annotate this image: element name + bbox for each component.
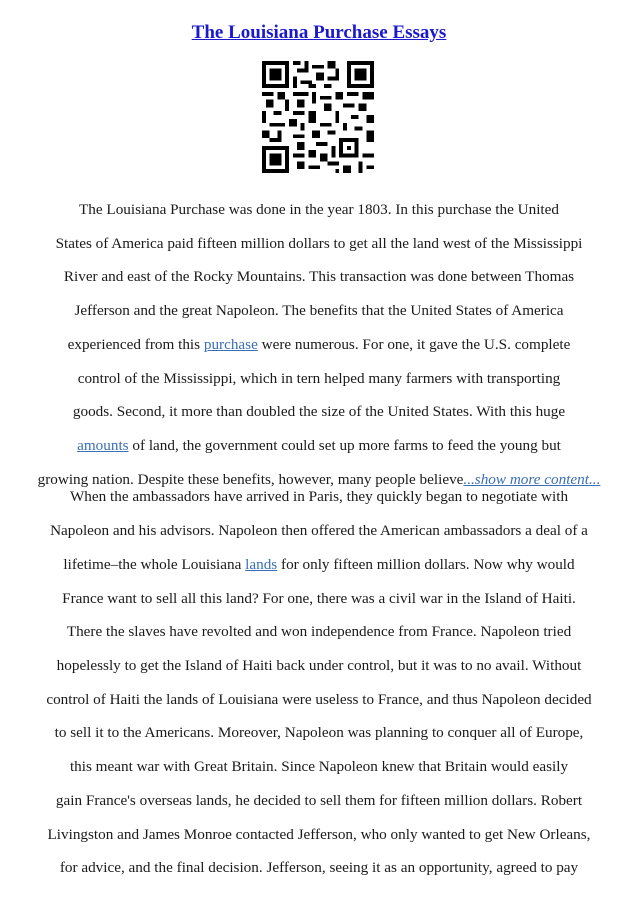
text-line: When the ambassadors have arrived in Paris, they quickly began to negotiate with [69, 488, 569, 505]
text-segment: of land, the government could set up more farms to feed the young but [128, 437, 561, 454]
text-line: goods. Second, it more than doubled the size of the United States. With this huge [72, 403, 566, 420]
qr-code-icon [262, 61, 374, 173]
text-line: for advice, and the final decision. Jefferson, seeing it as an opportunity, agreed to pay [59, 859, 579, 876]
text-line: River and east of the Rocky Mountains. This transaction was done between Thomas [63, 268, 575, 285]
text-line: France want to sell all this land? For one, there was a civil war in the Island of Haiti. [62, 590, 576, 607]
text-segment: were numerous. For one, it gave the U.S. complete [257, 336, 571, 353]
purchase-link[interactable]: purchase [203, 336, 258, 353]
text-line: this meant war with Great Britain. Since Napoleon knew that Britain would easily [69, 758, 569, 775]
text-line: control of Haiti the lands of Louisiana were useless to France, and thus Napoleon decided [46, 691, 592, 708]
text-line: hopelessly to get the Island of Haiti back under control, but it was to no avail. Without [56, 657, 582, 674]
title-link[interactable]: The Louisiana Purchase Essays [191, 22, 447, 43]
lands-link[interactable]: lands [245, 556, 278, 573]
text-segment: experienced from this [67, 336, 204, 353]
text-line [0, 556, 638, 574]
text-segment: lifetime–the whole Louisiana [63, 556, 246, 573]
text-line: to sell it to the Americans. Moreover, Napoleon was planning to conquer all of Europe, [54, 724, 584, 741]
page-title [0, 22, 638, 44]
text-line: Livingston and James Monroe contacted Jefferson, who only wanted to get New Orleans, [47, 826, 591, 843]
text-line [0, 471, 638, 489]
text-segment: growing nation. Despite these benefits, however, many people believe [37, 471, 464, 488]
show-more-link[interactable]: ...show more content... [463, 471, 601, 488]
amounts-link[interactable]: amounts [77, 437, 129, 454]
text-segment: for only fifteen million dollars. Now why would [277, 556, 575, 573]
text-line: Jefferson and the great Napoleon. The benefits that the United States of America [74, 302, 564, 319]
text-line: gain France's overseas lands, he decided to sell them for fifteen million dollars. Robert [55, 792, 583, 809]
text-line: control of the Mississippi, which in tern helped many farmers with transporting [77, 370, 561, 387]
text-line [0, 336, 638, 354]
text-line: There the slaves have revolted and won independence from France. Napoleon tried [66, 623, 572, 640]
text-line: States of America paid fifteen million dollars to get all the land west of the Mississippi [55, 235, 583, 252]
text-line: The Louisiana Purchase was done in the year 1803. In this purchase the United [79, 201, 559, 218]
text-line [0, 437, 638, 455]
text-line: Napoleon and his advisors. Napoleon then offered the American ambassadors a deal of a [50, 522, 588, 539]
